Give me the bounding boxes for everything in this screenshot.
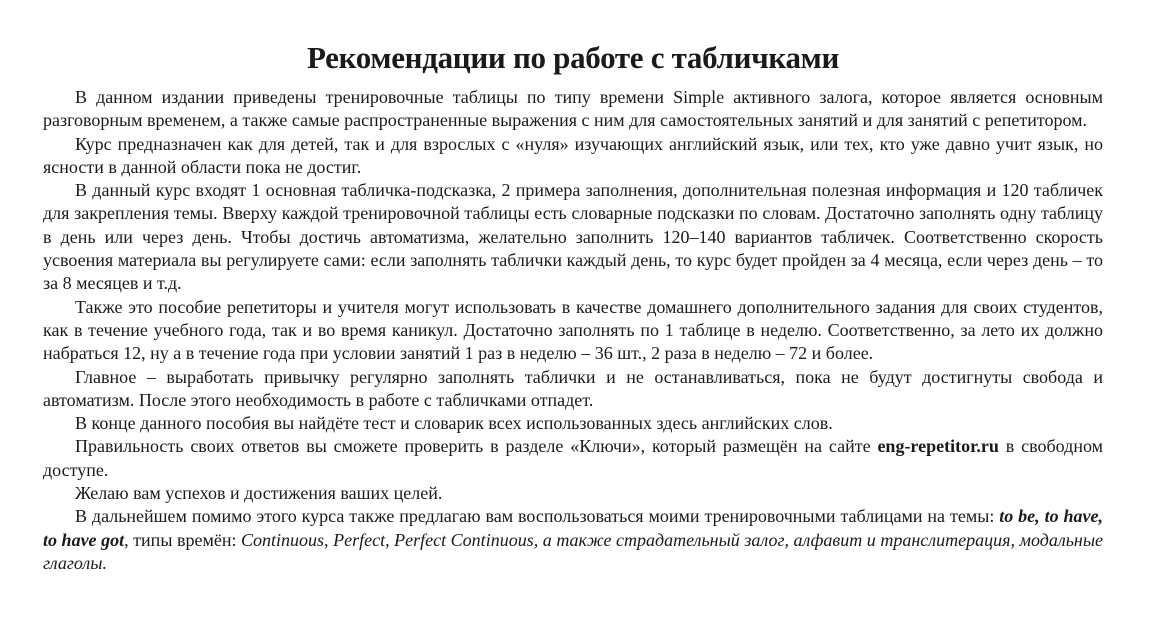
document-body [43, 86, 1103, 575]
paragraph-keys [43, 435, 1103, 482]
other-tables-text-before: В дальнейшем помимо этого курса также предлагаю вам воспользоваться моими тренировочными таблицами на темы: [75, 506, 1000, 527]
paragraph-test-dictionary: В конце данного пособия вы найдёте тест и словарик всех использованных здесь английских слов. [75, 413, 833, 434]
document-page [43, 38, 1103, 575]
other-tables-text-middle: , типы времён: [124, 529, 242, 550]
tenses-list: Continuous, Perfect, Perfect Continuous, а также страдательный залог, алфавит и транслитерация, модальные глаголы. [43, 529, 1104, 573]
paragraph-audience: Курс предназначен как для детей, так и для взрослых с «нуля» изучающих английский язык, или тех, кто уже давно учит язык, но ясности в данной области пока не достиг. [43, 133, 1103, 177]
paragraph-tutors: Также это пособие репетиторы и учителя могут использовать в качестве домашнего дополнительного задания для своих студентов, как в течение учебного года, так и во время каникул. Достаточно заполнять по 1 таблице в неделю. Соответственно, за лето их должно набраться 12, ну а в течение года при условии занятий 1 раз в неделю – 36 шт., 2 раза в неделю – 72 и более. [43, 296, 1103, 364]
paragraph-other-tables [43, 505, 1103, 575]
paragraph-wishes: Желаю вам успехов и достижения ваших целей. [75, 483, 443, 504]
site-link[interactable]: eng-repetitor.ru [877, 436, 999, 457]
keys-text-before: Правильность своих ответов вы сможете проверить в разделе «Ключи», который размещён на сайте [75, 436, 878, 457]
keys-text-after: в свободном доступе. [43, 436, 1103, 480]
paragraph-habit: Главное – выработать привычку регулярно заполнять таблички и не останавливаться, пока не будут достигнуты свобода и автоматизм. После этого необходимость в работе с табличками отпадет. [43, 366, 1103, 410]
paragraph-course-contents: В данный курс входят 1 основная табличка-подсказка, 2 примера заполнения, дополнительная полезная информация и 120 табличек для закрепления темы. Вверху каждой тренировочной таблицы есть словарные подсказки по словам. Достаточно заполнять одну таблицу в день или через день. Чтобы достичь автоматизма, желательно заполнить 120–140 вариантов табличек. Соответственно скорость усвоения материала вы регулируете сами: если заполнять таблички каждый день, то курс будет пройден за 4 месяца, если через день – то за 8 месяцев и т.д. [43, 180, 1103, 294]
document-title: Рекомендации по работе с табличками [306, 40, 840, 75]
topics-list: to be, to have, to have got [43, 506, 1104, 550]
paragraph-intro: В данном издании приведены тренировочные таблицы по типу времени Simple активного залога, которое является основным разговорным временем, а также самые распространенные выражения с ним для самостоятельных занятий и для занятий с репетитором. [43, 87, 1103, 131]
